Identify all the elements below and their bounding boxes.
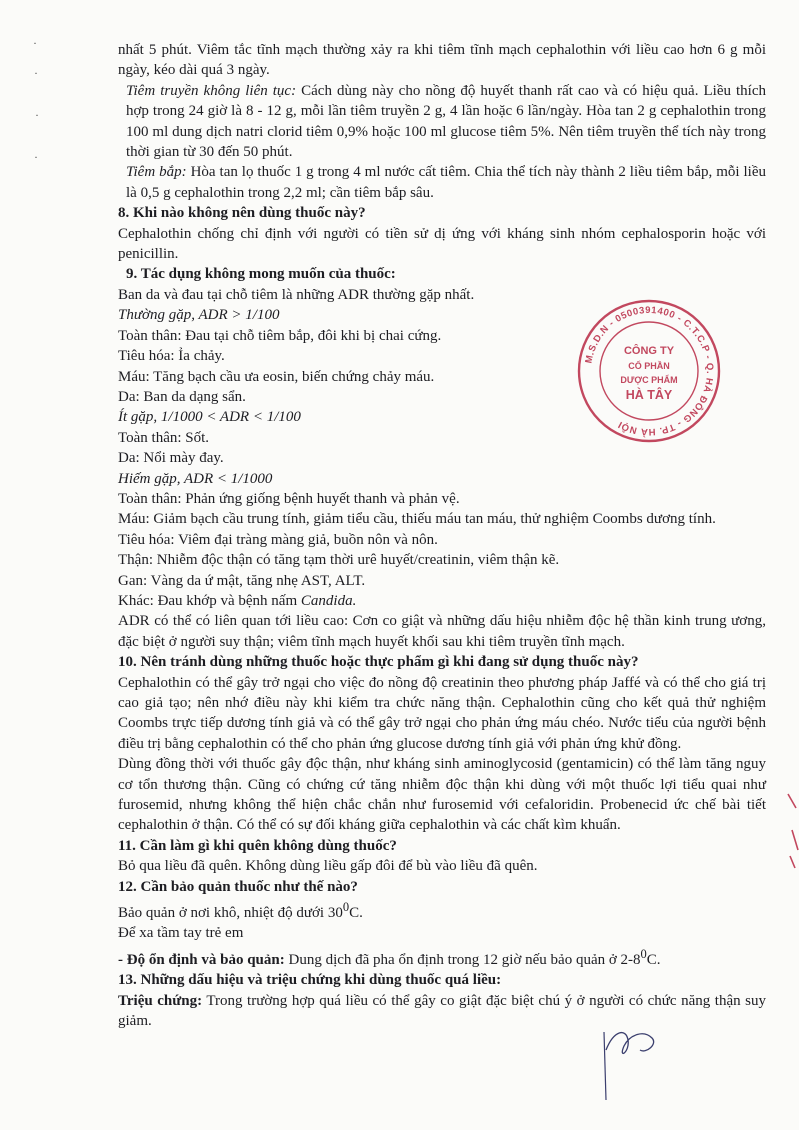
- adr-item: Da: Ban da dạng sẩn.: [118, 388, 246, 405]
- margin-mark: ·: [34, 150, 38, 164]
- seal-line-3: DƯỢC PHẨM: [620, 375, 678, 385]
- section-10-heading: 10. Nên tránh dùng những thuốc hoặc thực phẩm gì khi đang sử dụng thuốc này?: [118, 654, 639, 671]
- frequency-common: Thường gặp, ADR > 1/100: [118, 307, 280, 324]
- paragraph-phlebitis: nhất 5 phút. Viêm tắc tĩnh mạch thường xảy ra khi tiêm tĩnh mạch cephalothin với liều cao hơn 6 g mỗi ngày, kéo dài quá 3 ngày.: [118, 42, 766, 79]
- adr-item: Tiêu hóa: Viêm đại tràng màng giả, buồn nôn và nôn.: [118, 531, 438, 548]
- margin-mark: ·: [33, 36, 37, 50]
- storage-temperature: [118, 897, 766, 923]
- candida-term: Candida.: [300, 592, 357, 609]
- symptoms-text: Trong trường hợp quá liều có thể gây co giật đặc biệt chú ý ở người có chức năng thận suy giảm.: [118, 992, 766, 1030]
- symptoms-label: Triệu chứng:: [118, 992, 203, 1009]
- adr-item: Toàn thân: Đau tại chỗ tiêm bắp, đôi khi bị chai cứng.: [118, 327, 442, 344]
- seal-inner-ring: [600, 322, 698, 420]
- section-13-heading: 13. Những dấu hiệu và triệu chứng khi dùng thuốc quá liều:: [118, 972, 502, 989]
- adr-item: Gan: Vàng da ứ mật, tăng nhẹ AST, ALT.: [118, 572, 366, 589]
- paragraph-intermittent-infusion: [118, 81, 766, 163]
- seal-line-4: HÀ TÂY: [625, 388, 673, 402]
- text-intermittent-infusion: Cách dùng này cho nồng độ huyết thanh rất cao và có hiệu quả. Liều thích hợp trong 24 giờ là 8 - 12 g, mỗi lần tiêm truyền 2 g, 4 lần hoặc 6 lần/ngày. Hòa tan 2 g cephalothin trong 100 ml dung dịch natri clorid tiêm 0,9% hoặc 100 ml glucose tiêm 5%. Nên tiêm truyền thể tích này trong thời gian từ 30 đến 50 phút.: [126, 82, 767, 161]
- adr-high-dose: ADR có thể có liên quan tới liều cao: Cơn co giật và những dấu hiệu nhiễm độc hệ thần kinh trung ương, đặc biệt ở người suy thận; viêm tĩnh mạch huyết khối sau khi tiêm truyền tĩnh mạch.: [118, 613, 766, 650]
- section-8-text: Cephalothin chống chỉ định với người có tiền sử dị ứng với kháng sinh nhóm cephalosporin hoặc với penicillin.: [118, 225, 766, 263]
- section-10-paragraph-1: Cephalothin có thể gây trở ngại cho việc đo nồng độ creatinin theo phương pháp Jaffé và có thể cho giá trị cao giả tạo; nên nhớ điều này khi kiểm tra chức năng thận. Cephalothin cũng cho kết quả thử nghiệm Coombs trực tiếp dương tính giả và có thể gây trở ngại cho phản ứng máu chéo. Nước tiểu của người bệnh điều trị bằng cephalothin có thể cho phản ứng glucose dương tính giả với phản ứng khử đồng.: [118, 674, 766, 752]
- edge-ink-mark: [786, 790, 799, 870]
- degree-mark: 0: [342, 900, 350, 915]
- label-intermittent-infusion: Tiêm truyền không liên tục:: [126, 82, 297, 99]
- seal-ring-text: M.S.D.N - 0500391400 - C.T.C.P - Q. HÀ ĐÔNG - TP. HÀ NỘI: [583, 304, 716, 438]
- section-11-text: Bỏ qua liều đã quên. Không dùng liều gấp đôi để bù vào liều đã quên.: [118, 858, 538, 875]
- adr-item: Da: Nổi mày đay.: [118, 450, 224, 467]
- stability-text: Dung dịch đã pha ổn định trong 12 giờ nếu bảo quản ở 2-8: [284, 951, 641, 968]
- leaflet-text: [118, 40, 766, 1032]
- section-12-heading: 12. Cần bảo quản thuốc như thế nào?: [118, 878, 358, 895]
- stability-unit: C.: [646, 951, 661, 968]
- seal-line-1: CÔNG TY: [623, 345, 675, 357]
- adr-item: Toàn thân: Sốt.: [118, 429, 210, 446]
- section-13-text: [118, 991, 766, 1032]
- stability-label: - Độ ổn định và bảo quản:: [118, 951, 285, 968]
- adr-item-text: Khác: Đau khớp và bệnh nấm: [118, 592, 301, 609]
- company-seal-stamp: [574, 296, 724, 446]
- adr-item: [118, 591, 766, 611]
- label-intramuscular: Tiêm bắp:: [126, 164, 187, 181]
- margin-mark: ·: [34, 66, 38, 80]
- adr-item: Thận: Nhiễm độc thận có tăng tạm thời urê huyết/creatinin, viêm thận kẽ.: [118, 552, 560, 569]
- text-intramuscular: Hòa tan lọ thuốc 1 g trong 4 ml nước cất tiêm. Chia thể tích này thành 2 liều tiêm bắp, mỗi liều là 0,5 g cephalothin trong 2,2 ml; cần tiêm bắp sâu.: [126, 164, 766, 201]
- adr-item: Máu: Tăng bạch cầu ưa eosin, biến chứng chảy máu.: [118, 368, 435, 385]
- section-8-heading: 8. Khi nào không nên dùng thuốc này?: [118, 205, 366, 222]
- seal-line-2: CỔ PHẦN: [628, 361, 670, 371]
- paragraph-intramuscular: [118, 162, 766, 203]
- section-10-paragraph-2: Dùng đồng thời với thuốc gây độc thận, như kháng sinh aminoglycosid (gentamicin) có thể làm tăng nguy cơ tổn thương thận. Cũng có chứng cứ tăng nhiễm độc thận khi dùng với một thuốc lợi tiểu quai như furosemid, nhưng không thể hiện chắc chắn như furosemid với cefaloridin. Probenecid ức chế bài tiết cephalothin ở thận. Có thể có sự đối kháng giữa cephalothin và các chất kìm khuẩn.: [118, 756, 766, 834]
- section-9-heading: 9. Tác dụng không mong muốn của thuốc:: [126, 266, 396, 283]
- storage-children: Để xa tầm tay trẻ em: [118, 925, 244, 942]
- storage-unit: C.: [349, 905, 363, 922]
- section-11-heading: 11. Cần làm gì khi quên không dùng thuốc?: [118, 837, 397, 854]
- storage-stability: [118, 944, 766, 970]
- storage-text: Bảo quản ở nơi khô, nhiệt độ dưới 30: [118, 905, 343, 922]
- handwritten-signature: [596, 1010, 666, 1100]
- adr-item: Tiêu hóa: Ỉa chảy.: [118, 348, 225, 365]
- frequency-rare: Hiếm gặp, ADR < 1/1000: [118, 470, 273, 487]
- frequency-uncommon: Ít gặp, 1/1000 < ADR < 1/100: [118, 409, 301, 426]
- margin-mark: ·: [35, 108, 39, 122]
- adr-item: Toàn thân: Phản ứng giống bệnh huyết thanh và phản vệ.: [118, 490, 460, 507]
- section-9-intro: Ban da và đau tại chỗ tiêm là những ADR thường gặp nhất.: [118, 286, 475, 303]
- adr-item: Máu: Giảm bạch cầu trung tính, giảm tiểu cầu, thiếu máu tan máu, thử nghiệm Coombs dương tính.: [118, 511, 716, 528]
- degree-mark: 0: [640, 946, 647, 961]
